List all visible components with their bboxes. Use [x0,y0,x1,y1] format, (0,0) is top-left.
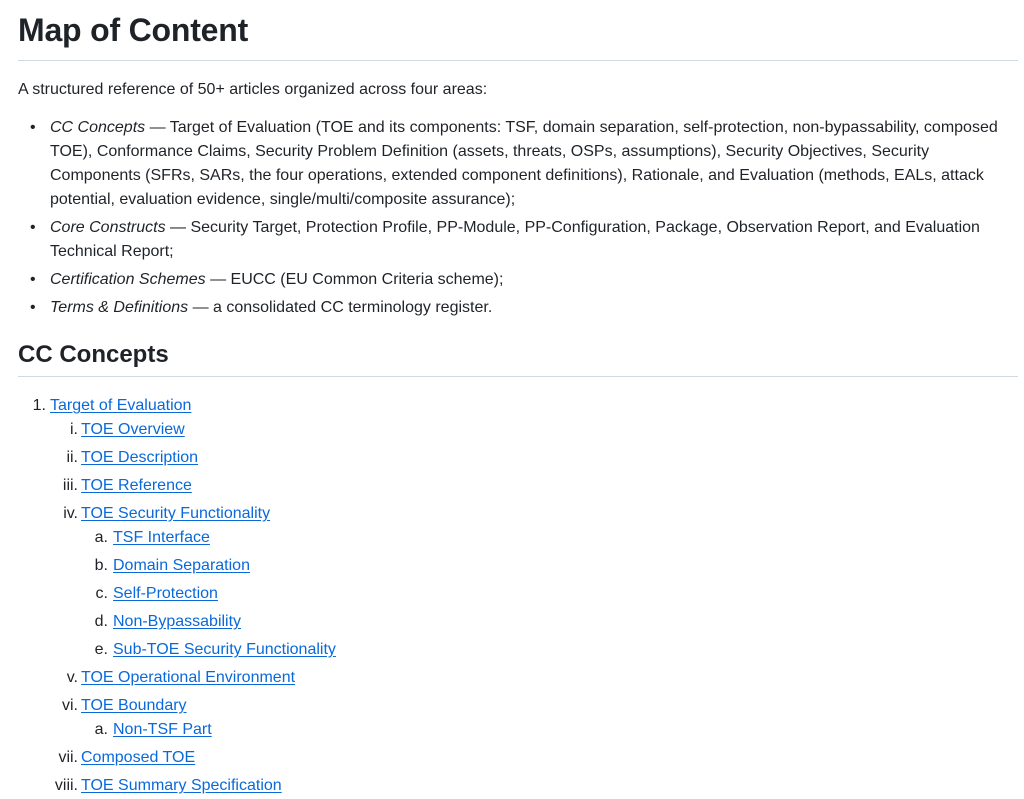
list-number: iii. [62,477,78,494]
area-name: CC Concepts [50,119,146,136]
page-title: Map of Content [18,0,1018,61]
area-item-core-constructs [50,216,1018,264]
toc-item-toe-operational-environment [18,666,1018,690]
area-item-certification-schemes [50,268,1018,292]
toc-item-sub-toe-security-functionality [18,638,1018,662]
toc-list [18,394,1018,798]
link-toe-operational-environment[interactable]: TOE Operational Environment [81,669,296,686]
list-number: iv. [63,505,78,522]
link-toe-reference[interactable]: TOE Reference [81,477,192,494]
link-toe-boundary[interactable]: TOE Boundary [81,697,187,714]
section-heading: CC Concepts [18,340,1018,377]
list-number: v. [66,669,78,686]
link-toe-summary-specification[interactable]: TOE Summary Specification [81,777,282,794]
toc-item-toe-description [18,446,1018,470]
toc-item-toe-summary-specification [18,774,1018,798]
toc-item-toe-reference [18,474,1018,498]
toc-item-tsf-interface [18,526,1018,550]
link-non-bypassability[interactable]: Non-Bypassability [113,613,242,630]
area-name: Certification Schemes [50,271,206,288]
intro-paragraph: A structured reference of 50+ articles organized across four areas: [18,81,488,98]
link-target-of-evaluation[interactable]: Target of Evaluation [50,397,192,414]
list-letter: b. [94,557,108,574]
link-toe-description[interactable]: TOE Description [81,449,199,466]
toc-item-non-tsf-part [18,718,1018,742]
list-number: 1. [32,397,46,414]
link-non-tsf-part[interactable]: Non-TSF Part [113,721,212,738]
list-number: ii. [66,449,78,466]
link-toe-security-functionality[interactable]: TOE Security Functionality [81,505,271,522]
list-letter: c. [95,585,108,602]
area-name: Terms & Definitions [50,299,189,316]
list-letter: e. [94,641,108,658]
toc-item-toe-security-functionality [18,502,1018,526]
toc-item-toe-overview [18,418,1018,442]
list-letter: d. [94,613,108,630]
link-composed-toe[interactable]: Composed TOE [81,749,196,766]
list-number: i. [70,421,78,438]
toc-item-target-of-evaluation [18,394,1018,418]
toc-item-toe-boundary [18,694,1018,718]
list-number: vii. [58,749,78,766]
list-letter: a. [94,529,108,546]
link-sub-toe-security-functionality[interactable]: Sub-TOE Security Functionality [113,641,336,658]
list-number: viii. [54,777,78,794]
areas-list [18,116,1018,320]
area-item-terms-definitions [50,296,1018,320]
area-description: — EUCC (EU Common Criteria scheme); [205,271,504,288]
link-domain-separation[interactable]: Domain Separation [113,557,250,574]
area-description: — Target of Evaluation (TOE and its components: TSF, domain separation, self-protection, non-bypassability, composed TOE), Conformance Claims, Security Problem Definition (assets, threats, OSPs, assumptions), Security Objectives, Security Components (SFRs, SARs, the four operations, extended component definitions), Rationale, and Evaluation (methods, EALs, attack potential, evaluation evidence, single/multi/composite assurance); [50,119,998,208]
toc-item-non-bypassability [18,610,1018,634]
toc-item-self-protection [18,582,1018,606]
toc-item-domain-separation [18,554,1018,578]
list-letter: a. [94,721,108,738]
area-name: Core Constructs [50,219,166,236]
area-description: — a consolidated CC terminology register. [188,299,493,316]
link-self-protection[interactable]: Self-Protection [113,585,218,602]
link-tsf-interface[interactable]: TSF Interface [113,529,210,546]
list-number: vi. [62,697,78,714]
toc-item-composed-toe [18,746,1018,770]
area-item-cc-concepts [50,116,1018,212]
link-toe-overview[interactable]: TOE Overview [81,421,185,438]
area-description: — Security Target, Protection Profile, PP-Module, PP-Configuration, Package, Observation Report, and Evaluation Technical Report; [50,219,980,260]
